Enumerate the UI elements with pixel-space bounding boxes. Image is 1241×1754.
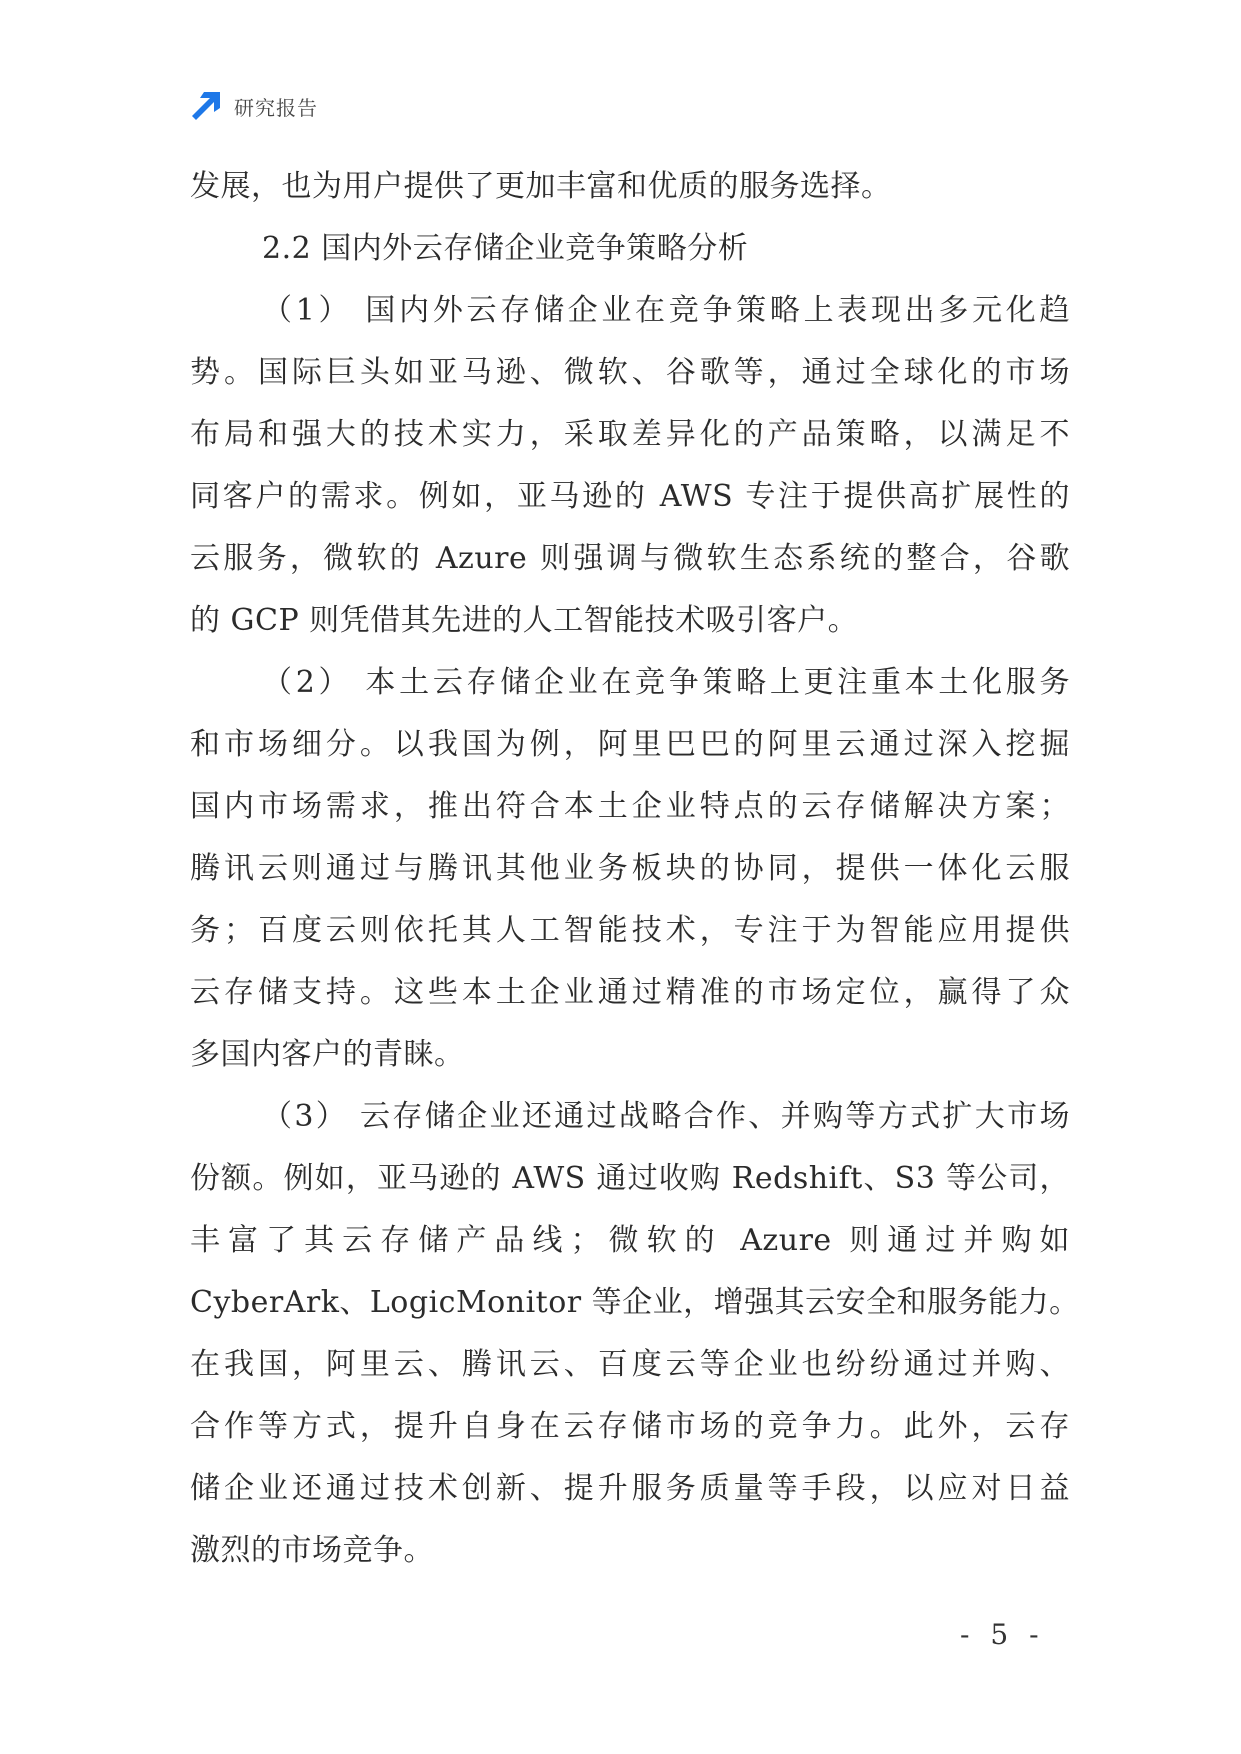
body-line: 多国内客户的青睐。 xyxy=(190,1037,465,1072)
body-line: 势。国际巨头如亚马逊、微软、谷歌等，通过全球化的市场 xyxy=(190,355,1070,390)
body-line: 国内市场需求，推出符合本土企业特点的云存储解决方案； xyxy=(190,789,1070,824)
body-line: 云服务，微软的 Azure 则强调与微软生态系统的整合，谷歌 xyxy=(190,541,1070,576)
document-body xyxy=(190,156,1080,1582)
body-line: （2） 本土云存储企业在竞争策略上更注重本土化服务 xyxy=(262,665,1070,700)
body-line: 份额。例如，亚马逊的 AWS 通过收购 Redshift、S3 等公司， xyxy=(190,1161,1070,1196)
body-line: 激烈的市场竞争。 xyxy=(190,1533,434,1568)
body-line: （3） 云存储企业还通过战略合作、并购等方式扩大市场 xyxy=(262,1099,1070,1134)
body-line: CyberArk、LogicMonitor 等企业，增强其云安全和服务能力。 xyxy=(190,1285,1080,1320)
page-number: - 5 - xyxy=(960,1618,1045,1651)
arrow-up-right-logo-icon xyxy=(190,90,222,122)
section-heading: 2.2 国内外云存储企业竞争策略分析 xyxy=(262,231,749,266)
body-line: 云存储支持。这些本土企业通过精准的市场定位，赢得了众 xyxy=(190,975,1070,1010)
body-line: 务；百度云则依托其人工智能技术，专注于为智能应用提供 xyxy=(190,913,1070,948)
body-line: 和市场细分。以我国为例，阿里巴巴的阿里云通过深入挖掘 xyxy=(190,727,1070,762)
body-line: 合作等方式，提升自身在云存储市场的竞争力。此外，云存 xyxy=(190,1409,1070,1444)
body-line: 腾讯云则通过与腾讯其他业务板块的协同，提供一体化云服 xyxy=(190,851,1070,886)
body-line: 在我国，阿里云、腾讯云、百度云等企业也纷纷通过并购、 xyxy=(190,1347,1070,1382)
body-line: 同客户的需求。例如，亚马逊的 AWS 专注于提供高扩展性的 xyxy=(190,479,1070,514)
body-line: 丰富了其云存储产品线；微软的 Azure 则通过并购如 xyxy=(190,1223,1070,1258)
body-line: （1） 国内外云存储企业在竞争策略上表现出多元化趋 xyxy=(262,293,1070,328)
body-line: 布局和强大的技术实力，采取差异化的产品策略，以满足不 xyxy=(190,417,1070,452)
body-line: 储企业还通过技术创新、提升服务质量等手段，以应对日益 xyxy=(190,1471,1070,1506)
body-line: 的 GCP 则凭借其先进的人工智能技术吸引客户。 xyxy=(190,603,859,638)
body-line: 发展，也为用户提供了更加丰富和优质的服务选择。 xyxy=(190,169,892,204)
header-title: 研究报告 xyxy=(234,95,318,120)
report-header xyxy=(190,90,318,122)
